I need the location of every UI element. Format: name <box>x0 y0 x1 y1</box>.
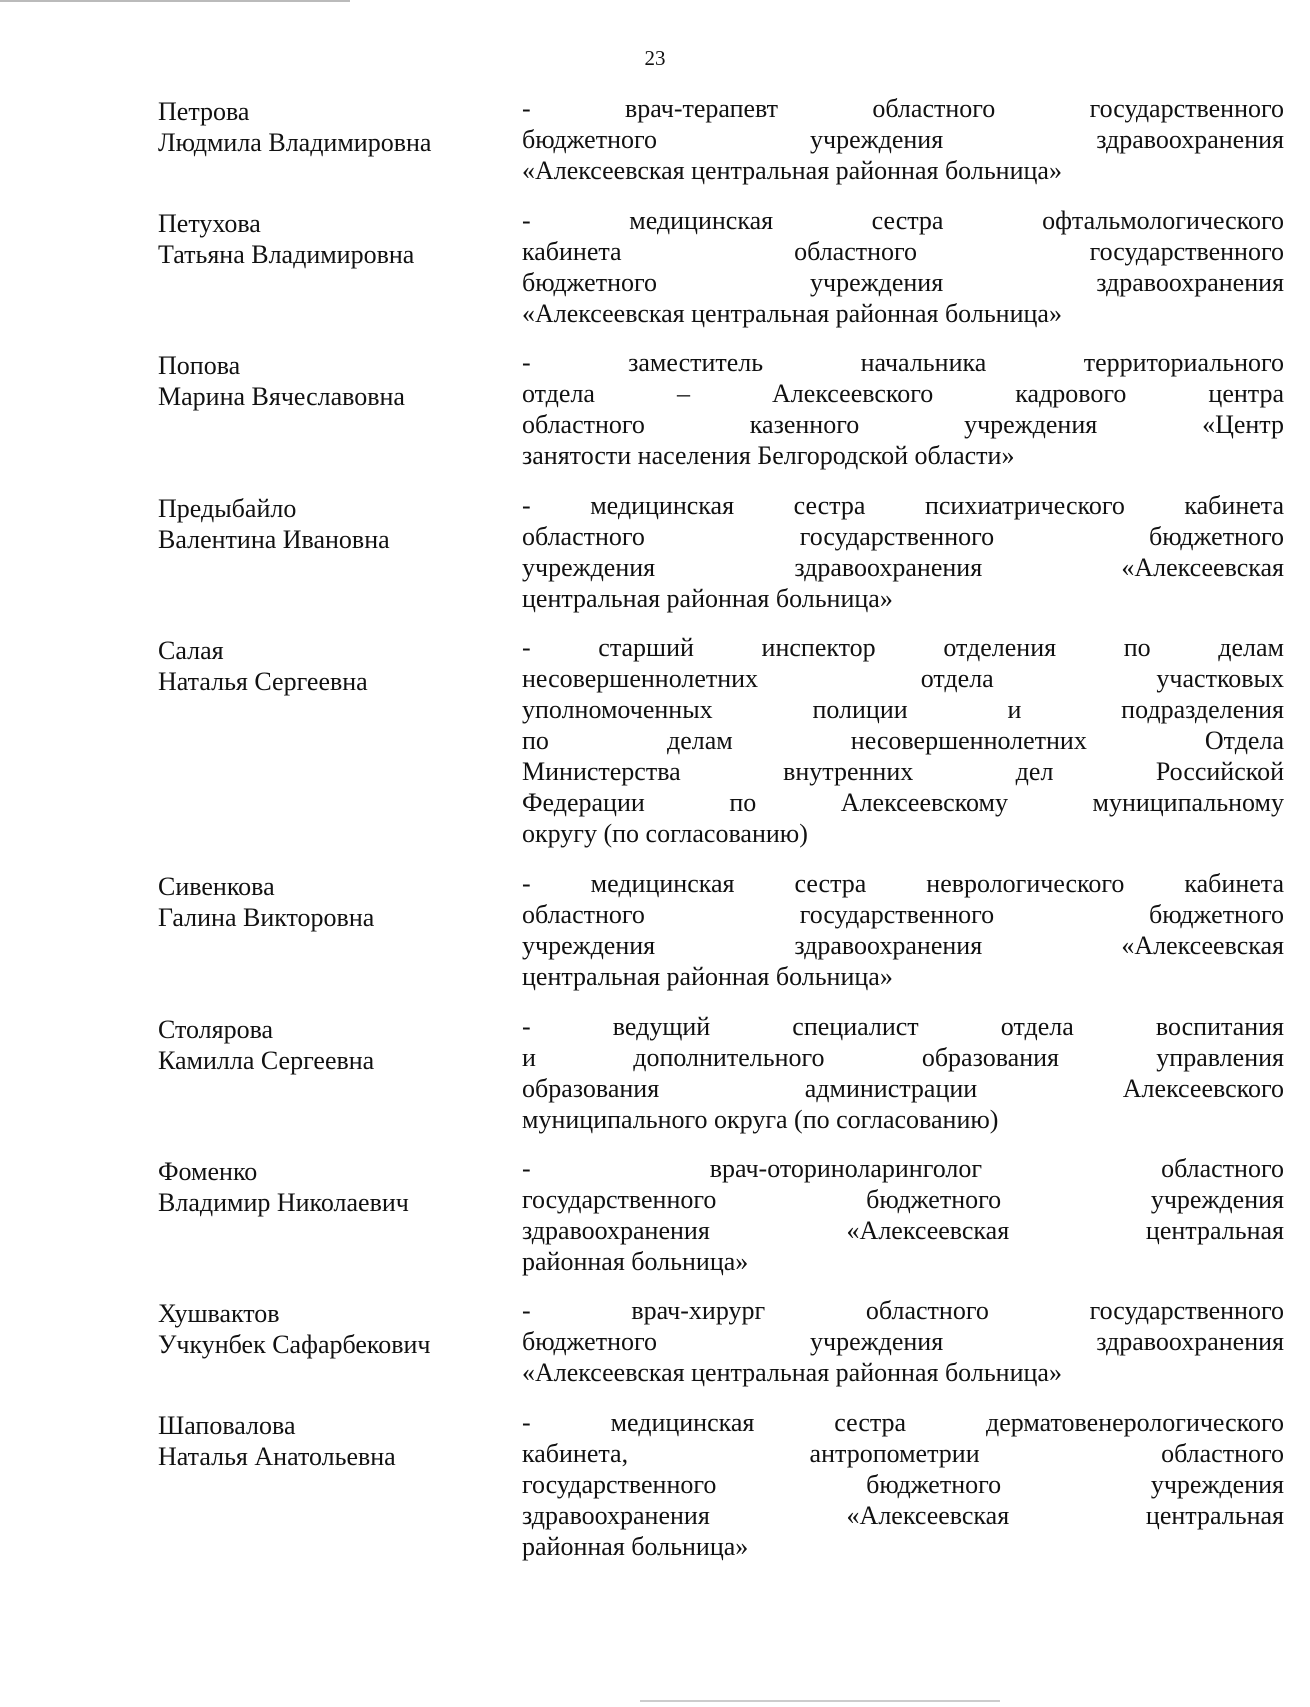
position-line: - заместитель начальника территориального <box>522 348 1284 377</box>
position-line: округу (по согласованию) <box>522 819 808 848</box>
position-line: государственного бюджетного учреждения <box>522 1470 1284 1499</box>
position-description <box>522 868 1284 992</box>
position-description <box>522 1153 1284 1277</box>
position-line: бюджетного учреждения здравоохранения <box>522 125 1284 154</box>
person-name <box>158 493 488 555</box>
position-line: по делам несовершеннолетних Отдела <box>522 726 1284 755</box>
position-line: Федерации по Алексеевскому муниципальному <box>522 788 1284 817</box>
position-description <box>522 1011 1284 1135</box>
surname: Столярова <box>158 1015 274 1044</box>
given-names: Татьяна Владимировна <box>158 240 415 269</box>
surname: Шаповалова <box>158 1411 296 1440</box>
position-line: и дополнительного образования управления <box>522 1043 1284 1072</box>
person-name <box>158 871 488 933</box>
surname: Фоменко <box>158 1157 258 1186</box>
list-item <box>158 868 1284 1011</box>
member-list <box>158 93 1284 1567</box>
position-line: районная больница» <box>522 1247 749 1276</box>
position-line: здравоохранения «Алексеевская центральная <box>522 1501 1284 1530</box>
position-line: районная больница» <box>522 1532 749 1561</box>
top-rule <box>0 0 350 2</box>
given-names: Валентина Ивановна <box>158 525 390 554</box>
position-line: несовершеннолетних отдела участковых <box>522 664 1284 693</box>
position-line: областного государственного бюджетного <box>522 522 1284 551</box>
position-description <box>522 490 1284 614</box>
position-description <box>522 347 1284 471</box>
given-names: Камилла Сергеевна <box>158 1046 375 1075</box>
position-line: - ведущий специалист отдела воспитания <box>522 1012 1284 1041</box>
position-line: бюджетного учреждения здравоохранения <box>522 268 1284 297</box>
list-item <box>158 632 1284 868</box>
position-description <box>522 1295 1284 1388</box>
given-names: Наталья Сергеевна <box>158 667 368 696</box>
surname: Сивенкова <box>158 872 275 901</box>
position-line: - врач-терапевт областного государственного <box>522 94 1284 123</box>
person-name <box>158 350 488 412</box>
position-line: - врач-оториноларинголог областного <box>522 1154 1284 1183</box>
position-line: учреждения здравоохранения «Алексеевская <box>522 931 1284 960</box>
position-line: - медицинская сестра неврологического кабинета <box>522 869 1284 898</box>
list-item <box>158 490 1284 632</box>
list-item <box>158 1011 1284 1153</box>
person-name <box>158 1156 488 1218</box>
position-description <box>522 632 1284 849</box>
position-description <box>522 93 1284 186</box>
position-line: «Алексеевская центральная районная больница» <box>522 156 1062 185</box>
given-names: Галина Викторовна <box>158 903 375 932</box>
position-line: областного государственного бюджетного <box>522 900 1284 929</box>
person-name <box>158 208 488 270</box>
position-line: - старший инспектор отделения по делам <box>522 633 1284 662</box>
given-names: Людмила Владимировна <box>158 128 432 157</box>
surname: Салая <box>158 636 224 665</box>
position-line: кабинета областного государственного <box>522 237 1284 266</box>
position-line: - врач-хирург областного государственного <box>522 1296 1284 1325</box>
position-line: «Алексеевская центральная районная больница» <box>522 1358 1062 1387</box>
given-names: Марина Вячеславовна <box>158 382 405 411</box>
position-line: кабинета, антропометрии областного <box>522 1439 1284 1468</box>
position-line: муниципального округа (по согласованию) <box>522 1105 999 1134</box>
position-line: центральная районная больница» <box>522 962 893 991</box>
position-description <box>522 1407 1284 1562</box>
person-name <box>158 96 488 158</box>
position-line: бюджетного учреждения здравоохранения <box>522 1327 1284 1356</box>
person-name <box>158 1014 488 1076</box>
position-line: отдела – Алексеевского кадрового центра <box>522 379 1284 408</box>
position-line: «Алексеевская центральная районная больница» <box>522 299 1062 328</box>
list-item <box>158 1153 1284 1295</box>
page-number: 23 <box>644 46 666 70</box>
position-line: здравоохранения «Алексеевская центральная <box>522 1216 1284 1245</box>
list-item <box>158 1407 1284 1567</box>
list-item <box>158 93 1284 205</box>
given-names: Наталья Анатольевна <box>158 1442 396 1471</box>
surname: Петухова <box>158 209 261 238</box>
position-line: - медицинская сестра психиатрического кабинета <box>522 491 1284 520</box>
surname: Попова <box>158 351 241 380</box>
position-line: занятости населения Белгородской области» <box>522 441 1015 470</box>
position-line: образования администрации Алексеевского <box>522 1074 1284 1103</box>
person-name <box>158 1298 488 1360</box>
person-name <box>158 635 488 697</box>
given-names: Учкунбек Сафарбекович <box>158 1330 431 1359</box>
position-line: - медицинская сестра офтальмологического <box>522 206 1284 235</box>
scan-artifact-line <box>640 1700 1000 1702</box>
surname: Хушвактов <box>158 1299 280 1328</box>
list-item <box>158 347 1284 490</box>
position-line: государственного бюджетного учреждения <box>522 1185 1284 1214</box>
position-line: учреждения здравоохранения «Алексеевская <box>522 553 1284 582</box>
list-item <box>158 1295 1284 1407</box>
position-line: областного казенного учреждения «Центр <box>522 410 1284 439</box>
position-line: - медицинская сестра дерматовенерологического <box>522 1408 1284 1437</box>
list-item <box>158 205 1284 347</box>
position-description <box>522 205 1284 329</box>
surname: Петрова <box>158 97 250 126</box>
position-line: уполномоченных полиции и подразделения <box>522 695 1284 724</box>
given-names: Владимир Николаевич <box>158 1188 409 1217</box>
person-name <box>158 1410 488 1472</box>
position-line: центральная районная больница» <box>522 584 893 613</box>
position-line: Министерства внутренних дел Российской <box>522 757 1284 786</box>
surname: Предыбайло <box>158 494 297 523</box>
